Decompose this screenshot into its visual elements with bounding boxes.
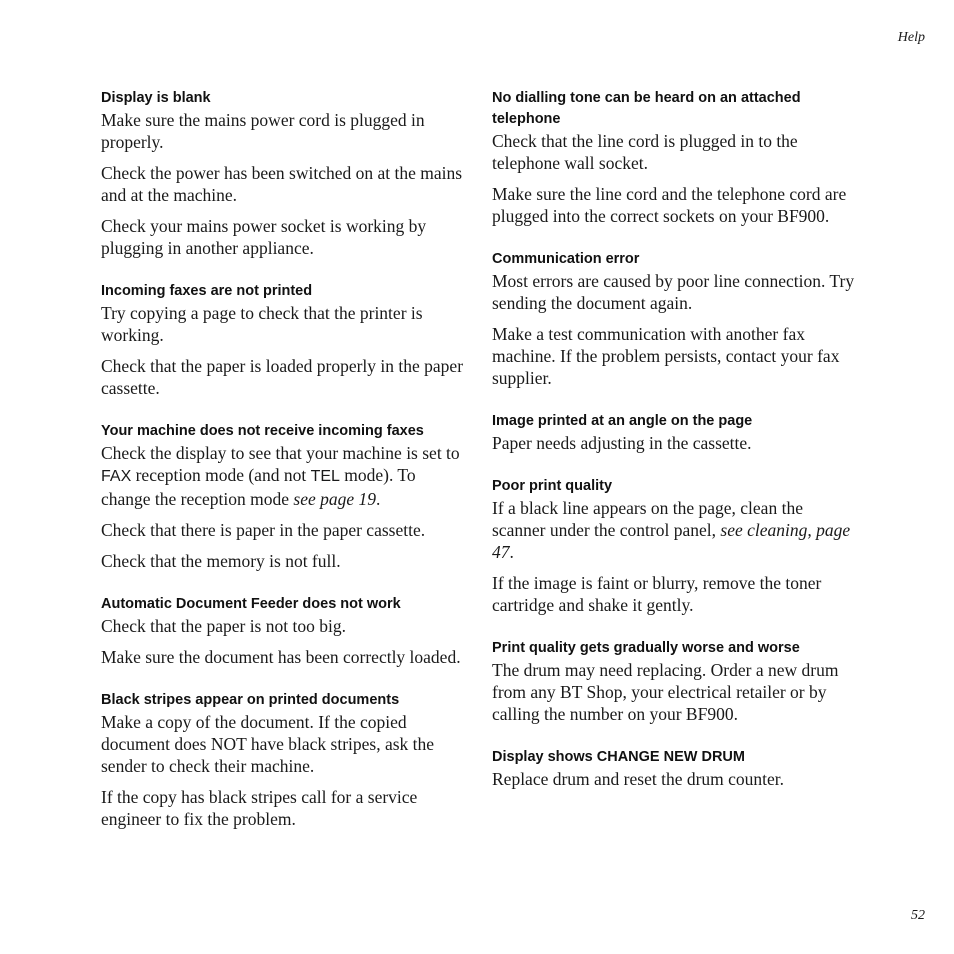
section-heading: Black stripes appear on printed documents (101, 692, 400, 708)
paragraph: Check that the memory is not full. (101, 551, 341, 571)
section-print-worse (492, 638, 858, 725)
paragraph: Try copying a page to check that the printer is working. (101, 303, 423, 345)
page-reference: see page 19 (293, 489, 377, 509)
paragraph: Check that the paper is not too big. (101, 616, 346, 636)
section-no-dial-tone (492, 88, 858, 227)
text-run: Check the display to see that your machine is set to (101, 443, 460, 463)
section-heading: No dialling tone can be heard on an attached telephone (492, 90, 801, 127)
paragraph: Check the power has been switched on at the mains and at the machine. (101, 163, 463, 205)
section-heading: Your machine does not receive incoming faxes (101, 423, 424, 439)
fax-mode-label: FAX (101, 468, 132, 485)
section-communication-error (492, 249, 858, 389)
paragraph: The drum may need replacing. Order a new drum from any BT Shop, your electrical retailer or by calling the number on your BF900. (492, 660, 839, 724)
section-poor-print (492, 476, 858, 616)
paragraph: If the image is faint or blurry, remove the toner cartridge and shake it gently. (492, 573, 822, 615)
paragraph: Check that the paper is loaded properly in the paper cassette. (101, 356, 464, 398)
section-display-blank (101, 88, 467, 259)
paragraph: Make sure the document has been correctly loaded. (101, 647, 461, 667)
paragraph: Check your mains power socket is working by plugging in another appliance. (101, 216, 427, 258)
text-run: mode). To change the reception mode (101, 465, 416, 509)
paragraph (101, 442, 467, 510)
text-run: If a black line appears on the page, clean the scanner under the control panel, (492, 498, 803, 540)
section-black-stripes (101, 690, 467, 830)
paragraph: Make a test communication with another fax machine. If the problem persists, contact your fax supplier. (492, 324, 840, 388)
paragraph: Check that the line cord is plugged in to the telephone wall socket. (492, 131, 798, 173)
section-adf (101, 594, 467, 668)
section-no-receive (101, 421, 467, 572)
section-heading: Poor print quality (492, 478, 613, 494)
paragraph: Make sure the mains power cord is plugged in properly. (101, 110, 425, 152)
section-heading: Print quality gets gradually worse and worse (492, 640, 800, 656)
section-heading: Image printed at an angle on the page (492, 413, 753, 429)
section-incoming-faxes (101, 281, 467, 399)
text-run: reception mode (and not (131, 465, 311, 485)
paragraph: Replace drum and reset the drum counter. (492, 769, 785, 789)
paragraph: If the copy has black stripes call for a service engineer to fix the problem. (101, 787, 418, 829)
section-heading: Display shows CHANGE NEW DRUM (492, 749, 745, 765)
paragraph: Make a copy of the document. If the copied document does NOT have black stripes, ask the sender to check their machine. (101, 712, 435, 776)
section-heading: Display is blank (101, 90, 211, 106)
running-head: Help (897, 30, 925, 45)
text-run: . (376, 489, 381, 509)
page-reference: see cleaning, page 47 (492, 520, 851, 562)
paragraph: Paper needs adjusting in the cassette. (492, 433, 752, 453)
left-column (101, 88, 467, 852)
section-heading: Incoming faxes are not printed (101, 283, 313, 299)
section-change-drum (492, 747, 858, 790)
page-number: 52 (911, 908, 925, 923)
tel-mode-label: TEL (310, 468, 340, 485)
text-run: . (509, 542, 514, 562)
right-column (492, 88, 858, 812)
paragraph: Make sure the line cord and the telephone cord are plugged into the correct sockets on your BF900. (492, 184, 847, 226)
section-image-angle (492, 411, 858, 454)
paragraph: Most errors are caused by poor line connection. Try sending the document again. (492, 271, 855, 313)
section-heading: Communication error (492, 251, 640, 267)
section-heading: Automatic Document Feeder does not work (101, 596, 401, 612)
paragraph (492, 497, 858, 563)
paragraph: Check that there is paper in the paper cassette. (101, 520, 426, 540)
